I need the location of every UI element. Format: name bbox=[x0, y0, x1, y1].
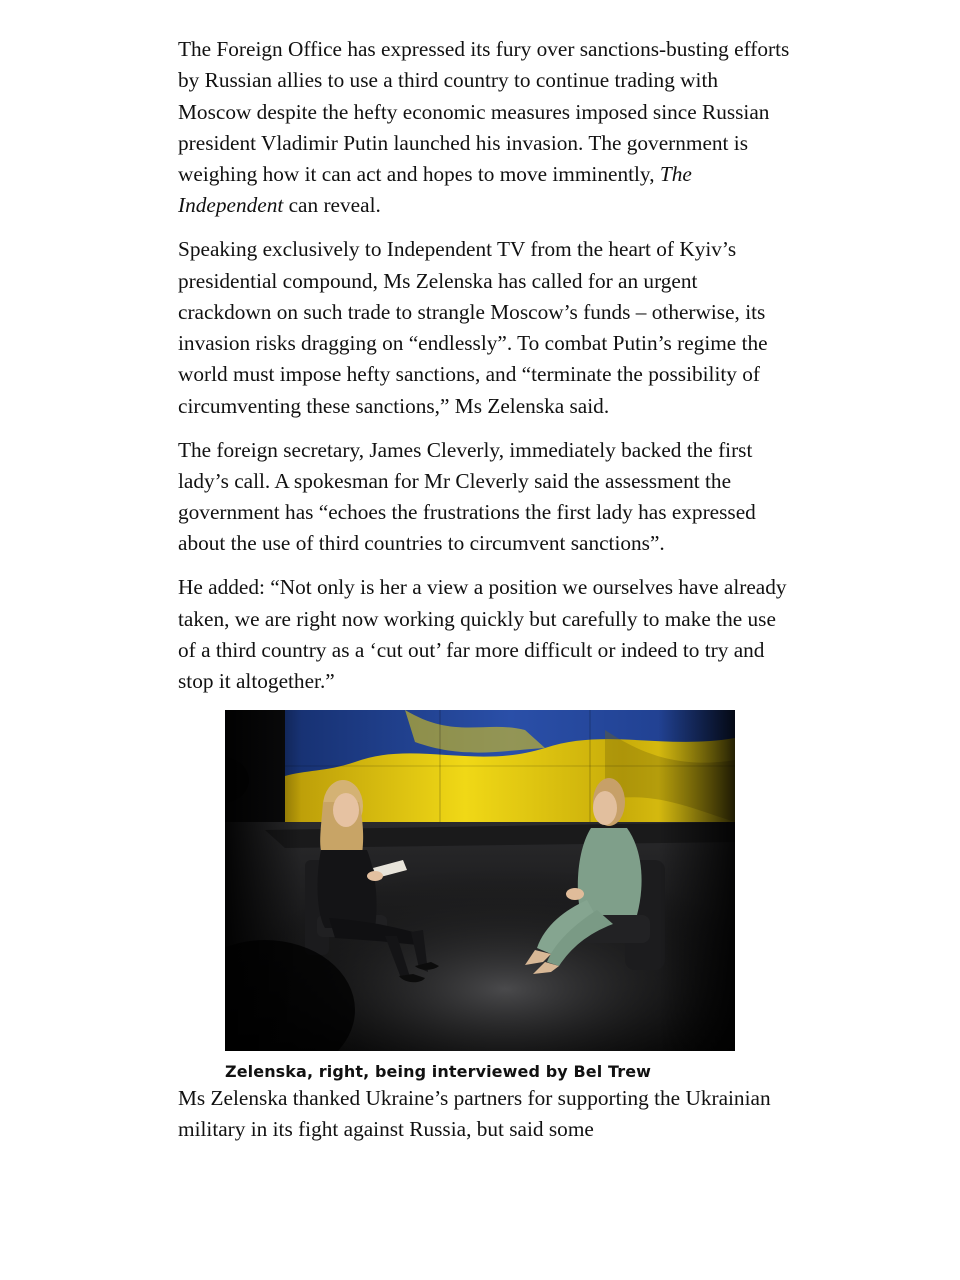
paragraph-2: Speaking exclusively to Independent TV from the heart of Kyiv’s presidential compound, Ms Zelenska has called for an urgent crackdown on such trade to strangle Moscow’s funds – otherwise, its invasion risks dragging on “endlessly”. To combat Putin’s regime the world must impose hefty sanctions, and “terminate the possibility of circumventing these sanctions,” Ms Zelenska said. bbox=[178, 237, 768, 418]
paragraph-1-text: The Foreign Office has expressed its fury over sanctions-busting efforts by Russian allies to use a third country to continue trading with Moscow despite the hefty economic measures imposed since Russian president Vladimir Putin launched his invasion. The government is weighing how it can act and hopes to move imminently, bbox=[178, 37, 790, 187]
paragraph-4: He added: “Not only is her a view a position we ourselves have already taken, we are right now working quickly but carefully to make the use of a third country as a ‘cut out’ far more difficult or indeed to try and stop it altogether.” bbox=[178, 575, 787, 694]
publication-name[interactable]: The Independent bbox=[178, 162, 692, 218]
article-body bbox=[178, 34, 790, 1158]
article-figure bbox=[225, 710, 735, 1083]
paragraph-1 bbox=[178, 34, 790, 222]
paragraph-5: Ms Zelenska thanked Ukraine’s partners for supporting the Ukrainian military in its fight against Russia, but said some bbox=[178, 1085, 771, 1142]
interview-photo[interactable] bbox=[225, 710, 735, 1051]
photo-caption: Zelenska, right, being interviewed by Bel Trew bbox=[225, 1061, 652, 1081]
paragraph-3: The foreign secretary, James Cleverly, immediately backed the first lady’s call. A spokesman for Mr Cleverly said the assessment the government has “echoes the frustrations the first lady has expressed about the use of third countries to circumvent sanctions”. bbox=[178, 437, 756, 556]
paragraph-1-end: can reveal. bbox=[283, 193, 381, 218]
